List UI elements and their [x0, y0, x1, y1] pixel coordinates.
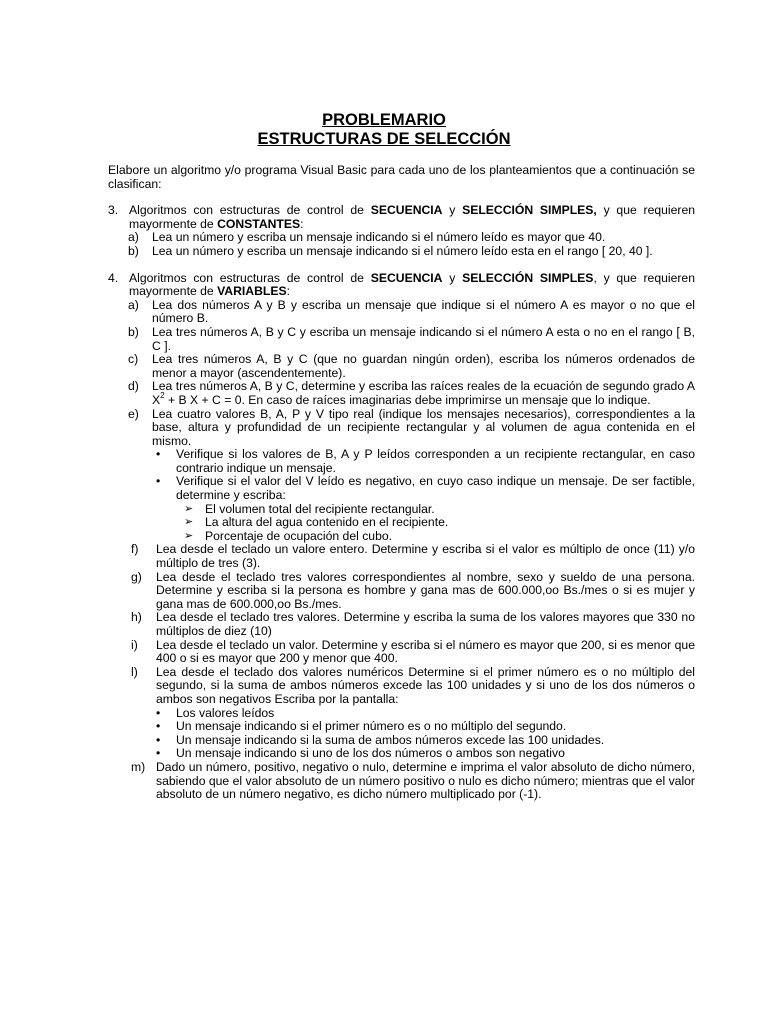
item-text: Lea desde el teclado tres valores correspondientes al nombre, sexo y sueldo de una persona. Determine y escriba si la persona es hombre y gana mas de 600.000,oo Bs./mes o si es mujer y gana mas de 600.000,oo Bs./mes. — [156, 569, 695, 611]
bullet-item — [108, 720, 695, 734]
item-label: l) — [131, 664, 138, 679]
item-label: i) — [131, 637, 138, 652]
list-item — [108, 380, 695, 407]
bullet-icon: • — [156, 474, 161, 489]
item-text: Verifique si el valor del V leído es negativo, en cuyo caso indique un mensaje. De ser factible, determine y escriba: — [176, 474, 695, 503]
list-item — [108, 666, 695, 707]
bullet-icon: • — [156, 719, 161, 734]
keyword: CONSTANTES — [217, 216, 301, 231]
item-text: Lea desde el teclado tres valores. Determine y escriba la suma de los valores mayores que 330 no múltiplos de diez (10) — [156, 610, 695, 638]
document-title: PROBLEMARIO — [322, 111, 446, 129]
item-text: Lea un número y escriba un mensaje indicando si el número leído es mayor que 40. — [152, 230, 606, 245]
item-label: g) — [131, 569, 142, 584]
list-item — [108, 543, 695, 570]
item-text: Lea tres números A, B y C, determine y escriba las raíces reales de la ecuación de segundo grado A X — [152, 379, 695, 407]
superscript: 2 — [160, 390, 165, 400]
bullet-item — [108, 448, 695, 475]
title-block — [0, 111, 768, 149]
bullet-icon: • — [156, 447, 161, 462]
section-4 — [108, 272, 695, 299]
section-text: Algoritmos con estructuras de control de — [129, 203, 371, 218]
section-number: 3. — [108, 203, 119, 218]
keyword: SELECCIÓN SIMPLES, — [462, 203, 597, 218]
bullet-item — [108, 475, 695, 502]
section-text: : — [286, 284, 290, 299]
list-item — [108, 639, 695, 666]
list-item — [108, 571, 695, 612]
item-text: Un mensaje indicando si el primer número es o no múltiplo del segundo. — [176, 719, 567, 734]
item-label: m) — [131, 759, 146, 774]
item-text: Porcentaje de ocupación del cubo. — [205, 528, 393, 543]
item-text: Los valores leídos — [176, 705, 275, 720]
item-text: Lea desde el teclado un valore entero. Determine y escriba si el valor es múltiplo de once (11) y/o múltiplo de tres (3). — [156, 542, 695, 571]
item-label: c) — [128, 352, 139, 367]
arrow-bullet-icon: ➢ — [184, 502, 194, 515]
item-label: d) — [128, 379, 139, 394]
keyword: SECUENCIA — [370, 270, 443, 285]
intro-paragraph: Elabore un algoritmo y/o programa Visual Basic para cada uno de los planteamientos que a continuación se clasifican: — [108, 163, 695, 191]
item-text: Lea tres números A, B y C y escriba un mensaje indicando si el número A esta o no en el rango [ B, C ]. — [152, 324, 695, 353]
keyword: SECUENCIA — [370, 203, 443, 218]
bullet-item — [108, 734, 695, 748]
section-text: y que requieren mayormente de — [129, 203, 695, 231]
bullet-icon: • — [156, 746, 161, 761]
section-text: y — [442, 203, 463, 218]
item-text: Lea desde el teclado un valor. Determine y escriba si el número es mayor que 200, si es menor que 400 o si es mayor que 200 y menor que 400. — [156, 637, 695, 666]
keyword: VARIABLES — [217, 284, 287, 299]
item-label: a) — [128, 230, 139, 245]
item-text: Lea un número y escriba un mensaje indicando si el número leído esta en el rango [ 20, 40 ]. — [152, 243, 653, 258]
list-item — [108, 231, 695, 245]
keyword: SELECCIÓN SIMPLES — [462, 270, 594, 285]
section-text: , y que requieren mayormente de — [129, 270, 695, 299]
item-text: Verifique si los valores de B, A y P leídos corresponden a un recipiente rectangular, en caso contrario indique un mensaje. — [176, 447, 695, 475]
bullet-item — [108, 747, 695, 761]
list-item — [108, 761, 695, 802]
section-3 — [108, 204, 695, 231]
arrow-item — [108, 530, 695, 544]
section-text: : — [300, 216, 304, 231]
arrow-bullet-icon: ➢ — [184, 529, 194, 542]
list-item — [108, 326, 695, 353]
item-label: h) — [131, 610, 142, 625]
item-label: b) — [128, 243, 139, 258]
item-label: e) — [128, 406, 139, 421]
list-item — [108, 245, 695, 259]
item-label: b) — [128, 324, 139, 339]
item-text: Lea tres números A, B y C (que no guardan ningún orden), escriba los números ordenados de menor a mayor (ascendentemente). — [152, 352, 695, 380]
arrow-item — [108, 503, 695, 517]
bullet-icon: • — [156, 732, 161, 747]
arrow-item — [108, 516, 695, 530]
item-text: Lea desde el teclado dos valores numéricos Determine si el primer número es o no múltiplo del segundo, si la suma de ambos números excede las 100 unidades y si uno de los dos números o ambos son negativos Escriba por la pantalla: — [156, 664, 695, 706]
item-text: Un mensaje indicando si uno de los dos números o ambos son negativo — [176, 746, 565, 761]
section-text: Algoritmos con estructuras de control de — [129, 270, 371, 285]
list-item — [108, 353, 695, 380]
arrow-bullet-icon: ➢ — [184, 516, 194, 529]
item-text: Lea cuatro valores B, A, P y V tipo real (indique los mensajes necesarios), correspondientes a la base, altura y profundidad de un recipiente rectangular y al volumen de agua contenida en el mismo. — [152, 406, 695, 448]
document-subtitle: ESTRUCTURAS DE SELECCIÓN — [257, 130, 511, 148]
section-text: y — [442, 270, 463, 285]
item-label: f) — [131, 542, 139, 557]
item-text: Un mensaje indicando si la suma de ambos números excede las 100 unidades. — [176, 732, 605, 747]
item-text: Lea dos números A y B y escriba un mensaje que indique si el número A es mayor o no que el número B. — [152, 297, 695, 326]
item-text: + B X + C = 0. En caso de raíces imaginarias debe imprimirse un mensaje que lo indique. — [164, 392, 651, 407]
item-text: El volumen total del recipiente rectangular. — [205, 501, 435, 516]
section-number: 4. — [108, 270, 119, 285]
item-text: Dado un número, positivo, negativo o nulo, determine e imprima el valor absoluto de dicho número, sabiendo que el valor absoluto de un número positivo o nulo es dicho número; mientras que el valor absoluto de un número negativo, es dicho número multiplicado por (-1). — [156, 759, 695, 802]
bullet-icon: • — [156, 705, 161, 720]
list-item — [108, 408, 695, 449]
bullet-item — [108, 707, 695, 721]
document-body — [108, 164, 695, 802]
list-item — [108, 299, 695, 326]
item-label: a) — [128, 297, 139, 312]
item-text: La altura del agua contenido en el recipiente. — [205, 515, 449, 530]
list-item — [108, 611, 695, 638]
